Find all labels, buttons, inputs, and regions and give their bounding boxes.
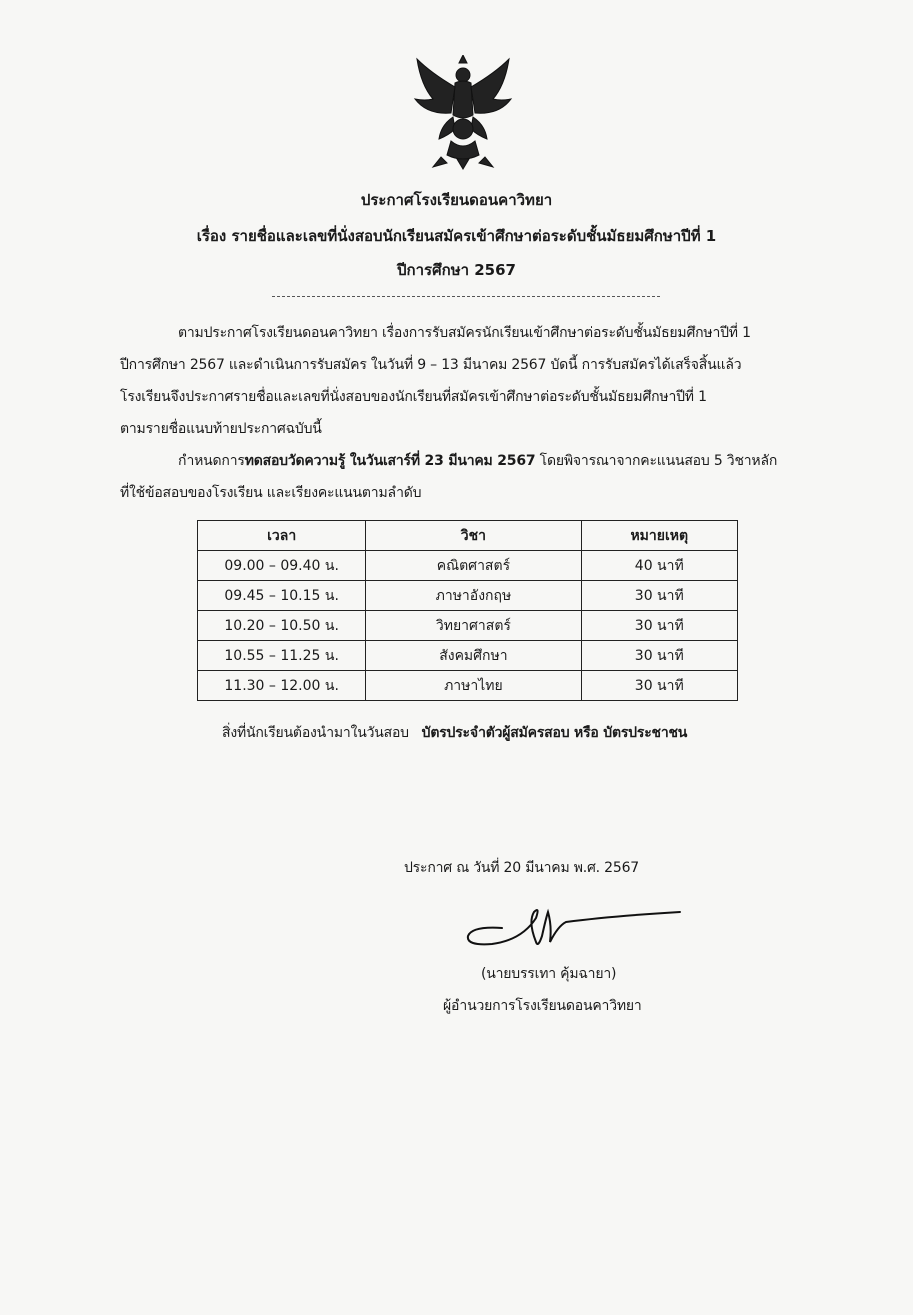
paragraph-line: ตามรายชื่อแนบท้ายประกาศฉบับนี้ [120, 421, 322, 437]
table-row [198, 671, 738, 701]
cell-subject: ภาษาไทย [366, 671, 581, 701]
academic-year: ปีการศึกษา 2567 [397, 261, 516, 279]
cell-note: 30 นาที [581, 671, 737, 701]
table-row [198, 551, 738, 581]
paragraph-line: ที่ใช้ข้อสอบของโรงเรียน และเรียงคะแนนตามลำดับ [120, 485, 422, 501]
exam-date-highlight: ทดสอบวัดความรู้ ในวันเสาร์ที่ 23 มีนาคม 2567 [244, 453, 536, 469]
cell-note: 40 นาที [581, 551, 737, 581]
signer-name: (นายบรรเทา คุ้มฉายา) [481, 966, 617, 982]
signer-position: ผู้อำนวยการโรงเรียนดอนคาวิทยา [443, 998, 642, 1014]
cell-time: 10.55 – 11.25 น. [198, 641, 366, 671]
cell-subject: วิทยาศาสตร์ [366, 611, 581, 641]
cell-time: 09.00 – 09.40 น. [198, 551, 366, 581]
title-divider [272, 296, 660, 297]
announcement-subject: เรื่อง รายชื่อและเลขที่นั่งสอบนักเรียนสมัครเข้าศึกษาต่อระดับชั้นมัธยมศึกษาปีที่ 1 [196, 227, 717, 245]
cell-subject: สังคมศึกษา [366, 641, 581, 671]
paragraph-line: ปีการศึกษา 2567 และดำเนินการรับสมัคร ในวันที่ 9 – 13 มีนาคม 2567 บัดนี้ การรับสมัครได้เสร็จสิ้นแล้ว [120, 357, 742, 373]
cell-subject: คณิตศาสตร์ [366, 551, 581, 581]
announcement-date: ประกาศ ณ วันที่ 20 มีนาคม พ.ศ. 2567 [404, 860, 640, 876]
signature-icon [462, 898, 682, 958]
paragraph-line: โรงเรียนจึงประกาศรายชื่อและเลขที่นั่งสอบของนักเรียนที่สมัครเข้าศึกษาต่อระดับชั้นมัธยมศึกษาปีที่ 1 [120, 389, 707, 405]
table-row [198, 611, 738, 641]
exam-date-rest: โดยพิจารณาจากคะแนนสอบ 5 วิชาหลัก [535, 453, 778, 469]
table-row [198, 581, 738, 611]
required-items-line [222, 722, 687, 744]
column-header-note: หมายเหตุ [581, 521, 737, 551]
column-header-time: เวลา [198, 521, 366, 551]
garuda-emblem-icon [411, 55, 516, 170]
cell-note: 30 นาที [581, 581, 737, 611]
cell-subject: ภาษาอังกฤษ [366, 581, 581, 611]
exam-date-prefix: กำหนดการ [178, 453, 245, 469]
table-row [198, 641, 738, 671]
column-header-subject: วิชา [366, 521, 581, 551]
exam-schedule-table [197, 520, 738, 701]
announcement-title: ประกาศโรงเรียนดอนคาวิทยา [360, 191, 553, 209]
cell-time: 10.20 – 10.50 น. [198, 611, 366, 641]
paragraph-line: ตามประกาศโรงเรียนดอนคาวิทยา เรื่องการรับสมัครนักเรียนเข้าศึกษาต่อระดับชั้นมัธยมศึกษาปีที่ 1 [178, 325, 751, 341]
required-items-label: สิ่งที่นักเรียนต้องนำมาในวันสอบ [222, 725, 409, 741]
table-header-row [198, 521, 738, 551]
cell-time: 09.45 – 10.15 น. [198, 581, 366, 611]
exam-date-line [178, 450, 777, 472]
cell-note: 30 นาที [581, 611, 737, 641]
cell-note: 30 นาที [581, 641, 737, 671]
cell-time: 11.30 – 12.00 น. [198, 671, 366, 701]
required-items-value: บัตรประจำตัวผู้สมัครสอบ หรือ บัตรประชาชน [421, 725, 688, 741]
